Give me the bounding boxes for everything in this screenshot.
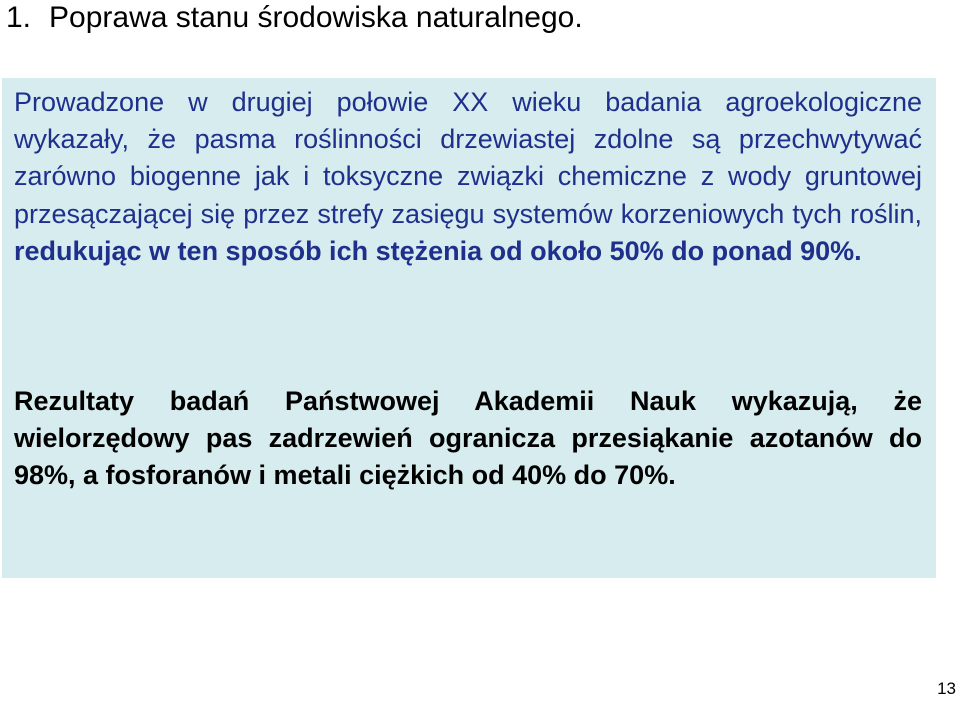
page-number: 13 — [937, 679, 956, 698]
paragraph1-regular-text: Prowadzone w drugiej połowie XX wieku badania agroekologiczne wykazały, że pasma roślinności drzewiastej zdolne są przechwytywać zarówno biogenne jak i toksyczne związki chemiczne z wody gruntowej przesączającej się przez strefy zasięgu systemów korzeniowych tych roślin, — [14, 87, 922, 229]
paragraph1-bold-text: redukując w ten sposób ich stężenia od około 50% do ponad 90%. — [14, 235, 862, 266]
slide-title — [6, 0, 583, 36]
paragraph-academy-results: Rezultaty badań Państwowej Akademii Nauk wykazują, że wielorzędowy pas zadrzewień ogranicza przesiąkanie azotanów do 98%, a fosforanów i metali ciężkich od 40% do 70%. — [14, 386, 922, 491]
title-text: Poprawa stanu środowiska naturalnego. — [49, 1, 583, 34]
paragraph-research-findings — [14, 84, 922, 270]
title-number: 1. — [6, 1, 32, 34]
